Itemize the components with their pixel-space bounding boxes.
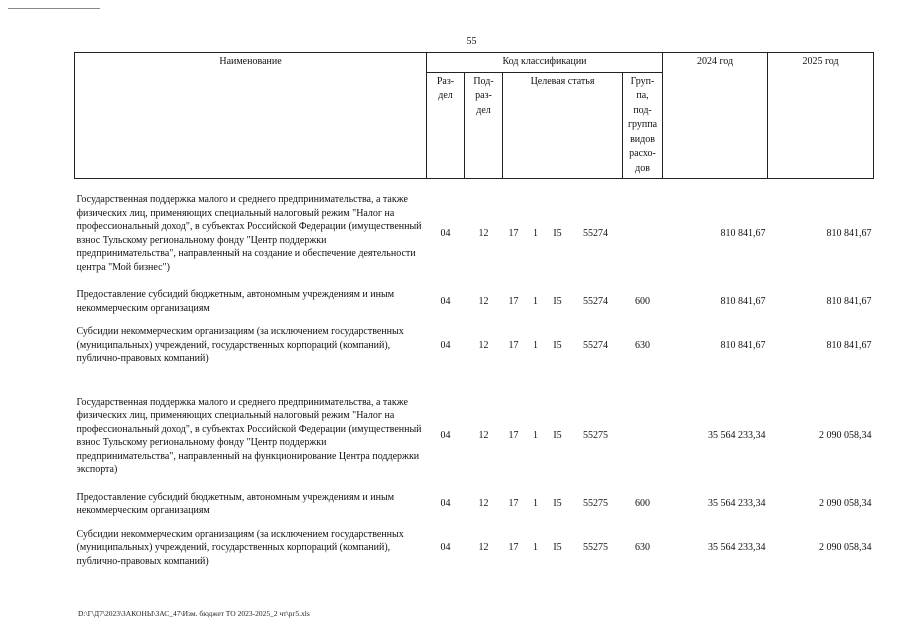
- row-subsection: 12: [478, 339, 489, 351]
- header-row-top: [75, 53, 874, 73]
- table-row: [75, 193, 874, 274]
- row-target-1: 17: [508, 430, 519, 442]
- row-group: 630: [635, 339, 651, 351]
- row-amount-2025: 2 090 058,34: [819, 430, 872, 442]
- spacer-row: [75, 274, 874, 288]
- row-section: 04: [440, 542, 451, 553]
- row-target-4: 55275: [583, 498, 608, 510]
- header-expense-group: Груп-па, под-группа видов расхо-дов: [623, 72, 663, 179]
- spacer-row: [75, 179, 874, 194]
- header-section: Раз-дел: [427, 72, 465, 179]
- row-amount-2024: 35 564 233,34: [708, 498, 766, 510]
- row-target-1: 17: [508, 295, 519, 307]
- header-year-2025: 2025 год: [768, 53, 874, 179]
- row-section: 04: [440, 430, 451, 442]
- row-target-2: 1: [533, 498, 538, 510]
- row-amount-2025: 810 841,67: [826, 295, 872, 307]
- row-target-1: 17: [508, 227, 519, 239]
- row-target-4: 55274: [583, 339, 608, 351]
- row-subsection: 12: [478, 498, 489, 510]
- row-target-2: 1: [533, 430, 538, 442]
- row-target-4: 55275: [583, 430, 608, 442]
- row-name: Государственная поддержка малого и среднего предпринимательства, а также физических лиц, применяющих специальный налоговый режим "Налог на профессиональный доход", в субъектах Российской Федерации (имущественный взнос Тульскому региональному фонду "Центр поддержки предпринимательства", направленный на создание и обеспечение деятельности центра "Мой бизнес"): [76, 194, 422, 273]
- row-name: Государственная поддержка малого и среднего предпринимательства, а также физических лиц, применяющих специальный налоговый режим "Налог на профессиональный доход", в субъектах Российской Федерации (имущественный взнос Тульскому региональному фонду "Центр поддержки предпринимательства", направленный на функционирование Центра поддержки экспорта): [76, 396, 422, 475]
- row-subsection: 12: [478, 430, 489, 442]
- row-subsection: 12: [478, 542, 489, 553]
- spacer-row: [75, 315, 874, 325]
- row-amount-2024: 810 841,67: [720, 339, 766, 351]
- budget-table: [74, 52, 874, 568]
- row-target-4: 55274: [583, 227, 608, 239]
- row-amount-2025: 2 090 058,34: [819, 498, 872, 510]
- page-number: 55: [466, 36, 477, 47]
- row-target-2: 1: [533, 339, 538, 351]
- row-target-3: I5: [553, 498, 562, 510]
- row-group: 630: [635, 542, 651, 553]
- row-amount-2024: 810 841,67: [720, 227, 766, 239]
- header-target-article: Целевая статья: [503, 72, 623, 179]
- row-target-1: 17: [508, 542, 519, 553]
- row-amount-2025: 810 841,67: [826, 339, 872, 351]
- row-target-2: 1: [533, 295, 538, 307]
- spacer-row: [75, 518, 874, 528]
- spacer-row: [75, 477, 874, 491]
- row-target-3: I5: [553, 227, 562, 239]
- row-section: 04: [440, 295, 451, 307]
- row-section: 04: [440, 339, 451, 351]
- row-target-3: I5: [553, 295, 562, 307]
- row-amount-2025: 810 841,67: [826, 227, 872, 239]
- row-target-3: I5: [553, 542, 562, 553]
- row-target-2: 1: [533, 227, 538, 239]
- row-name: Субсидии некоммерческим организациям (за исключением государственных (муниципальных) учреждений, государственных корпораций (компаний), публично-правовых компаний): [76, 326, 404, 364]
- row-amount-2025: 2 090 058,34: [819, 542, 872, 553]
- table-row: [75, 325, 874, 366]
- row-group: 600: [635, 295, 651, 307]
- row-section: 04: [440, 227, 451, 239]
- row-amount-2024: 810 841,67: [720, 295, 766, 307]
- header-classification: Код классификации: [427, 53, 663, 73]
- header-name: Наименование: [75, 53, 427, 179]
- row-target-3: I5: [553, 430, 562, 442]
- row-group: [623, 396, 663, 477]
- row-target-4: 55274: [583, 295, 608, 307]
- row-amount-2024: 35 564 233,34: [708, 542, 766, 553]
- row-name: Предоставление субсидий бюджетным, автономным учреждениям и иным некоммерческим организациям: [76, 289, 395, 314]
- row-name: Субсидии некоммерческим организациям (за исключением государственных (муниципальных) учреждений, государственных корпораций (компаний), публично-правовых компаний): [76, 528, 404, 567]
- row-name: Предоставление субсидий бюджетным, автономным учреждениям и иным некоммерческим организациям: [76, 491, 395, 516]
- header-subsection: Под-раз-дел: [465, 72, 503, 179]
- row-target-1: 17: [508, 498, 519, 510]
- row-target-4: 55275: [583, 542, 608, 553]
- row-amount-2024: 35 564 233,34: [708, 430, 766, 442]
- row-target-2: 1: [533, 542, 538, 553]
- row-group: [623, 193, 663, 274]
- table-row: [75, 396, 874, 477]
- row-subsection: 12: [478, 295, 489, 307]
- table-row: [75, 528, 874, 569]
- row-subsection: 12: [478, 227, 489, 239]
- row-target-3: I5: [553, 339, 562, 351]
- row-target-1: 17: [508, 339, 519, 351]
- table-row: [75, 491, 874, 518]
- top-rule: [8, 8, 100, 9]
- spacer-row: [75, 366, 874, 396]
- row-group: 600: [635, 498, 651, 510]
- footer-file-path: D:\Г\Д7\2023\ЗАКОНЫ\ЗАС_47\Изм. бюджет ТО 2023-2025_2 чт\рг5.xls: [78, 609, 310, 618]
- header-year-2024: 2024 год: [663, 53, 768, 179]
- row-section: 04: [440, 498, 451, 510]
- table-row: [75, 288, 874, 315]
